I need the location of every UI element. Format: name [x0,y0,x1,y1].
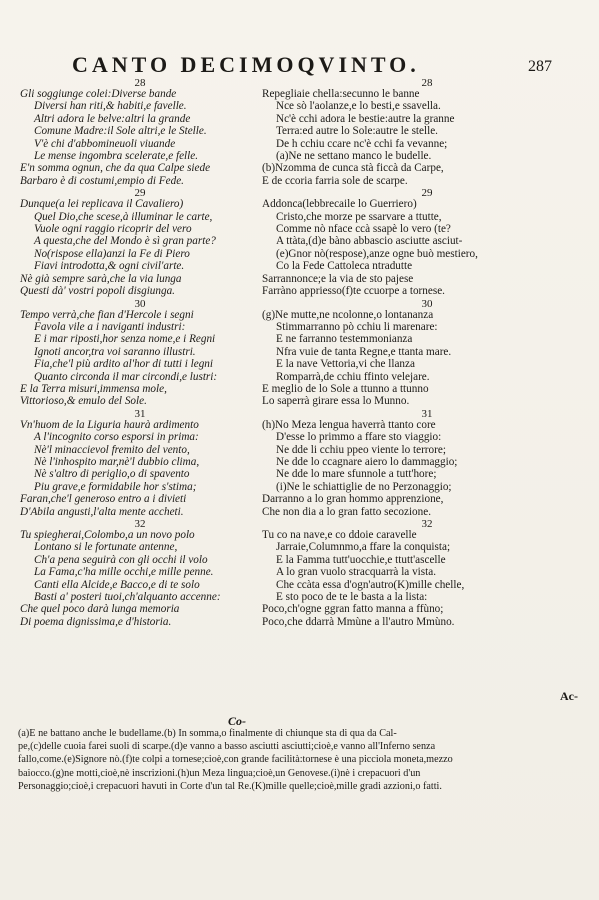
verse-line: (a)Ne ne settano manco le budelle. [276,150,432,163]
footnote-line: (a)E ne battano anche le budellame.(b) In somma,o finalmente di chiunque sta di qua da Cal- [18,728,397,739]
verse-line: Barbaro è di costumi,empio di Fede. [20,174,184,187]
verse-line: No(rispose ella)anzi la Fe di Piero [34,247,190,260]
verse-line: Ne dde li cchiu ppeo viente lo terrore; [276,443,446,456]
verse-line: Vuole ogni raggio ricoprir del vero [34,223,192,236]
verse-line: Nce sò l'aolanze,e lo besti,e ssavella. [276,100,441,113]
verse-line: Jarraie,Columnmo,a ffare la conquista; [276,541,451,554]
verse-line: Vittorioso,& emulo del Sole. [20,395,147,408]
verse-line: A l'incognito corso esporsi in prima: [34,431,199,444]
verse-line: Questi dà' vostri popoli disgiunga. [20,285,175,298]
verse-line: Dunque(a lei replicava il Cavaliero) [20,198,184,211]
stanza [20,299,260,408]
verse-line: Nè già sempre sarà,che la via lunga [20,272,182,285]
stanza-number: 30 [134,297,146,310]
verse-line: Darranno a lo gran hommo apprenzione, [262,493,444,506]
stanza-number: 28 [134,77,146,89]
verse-line: Che quel poco darà lunga memoria [20,603,180,616]
verse-line: Ne dde lo mare sfunnole a tutt'hore; [276,468,437,481]
footnote-line: fallo,come.(e)Signore nò.(f)te colpi a tornese;cioè,con grande facilità:tornese è una picciola moneta,mezzo [18,754,453,766]
verse-line: Tu spiegherai,Colombo,a un novo polo [20,529,195,541]
stanza [20,409,260,518]
footnote-line: pe,(c)delle cuoia farei suoli di scarpe.(d)e vanno a basso asciutti asciutti;cioè,e vanno all'Inferno senza [18,741,436,753]
verse-line: Basti a' posteri tuoi,ch'alquanto accenne: [34,591,221,604]
verse-line: Lontano si le fortunate antenne, [34,541,178,554]
stanza [262,299,592,408]
verse-line: A questa,che del Mondo è sì gran parte? [34,235,216,248]
stanza [262,188,592,297]
verse-line: Cristo,che morze pe ssarvare a ttutte, [276,210,442,223]
verse-line: Nc'è cchi adora le bestie:autre la granne [276,112,455,125]
page-number: 287 [528,58,552,75]
stanza-number: 29 [421,187,433,200]
verse-line: E de ccoria farria sole de scarpe. [262,174,408,187]
verse-line: (g)Ne mutte,ne ncolonne,o lontananza [262,308,434,321]
verse-line: Co la Fede Cattoleca ntradutte [276,260,413,273]
verse-line: Sarrannonce;e la via de sto pajese [262,272,414,285]
footnote-line: baiocco.(g)ne motti,cioè,nè inscrizioni.(h)un Meza lingua;cioè,un Genovese.(i)nè i crepacuori d'un [18,767,421,779]
verse-line: Gli soggiunge colei:Diverse bande [20,88,177,100]
catchword-left: Co- [228,714,246,728]
verse-line: Che ccàta essa d'ogn'autro(K)mille chelle, [276,578,465,591]
verse-line: Terra:ed autre lo Sole:autre le stelle. [276,125,438,138]
footnote-line: Personaggio;cioè,i crepacuori havuti in Corte d'un tal Re.(K)mille quelle;cioè,mille gradi azzioni,o fatti. [18,780,442,792]
verse-line: (i)Ne le schiattiglie de no Perzonaggio; [276,480,452,493]
italian-column [20,78,260,629]
verse-line: Ne dde lo ccagnare aiero lo dammaggio; [276,455,458,468]
stanza [20,78,260,187]
verse-line: D'Abila angusti,l'alta mente accheti. [20,505,184,518]
stanza-number: 30 [421,297,433,310]
stanza-number: 29 [134,187,146,200]
verse-line: E ne farranno testemmonianza [276,333,413,346]
running-head: CANTO DECIMOQVINTO. [72,52,420,77]
stanza-number: 28 [421,77,433,89]
verse-line: De h cchiu ccare nc'è cchi fa vevanne; [276,137,448,150]
verse-line: E la Terra misuri,immensa mole, [20,382,167,395]
stanza-number: 32 [134,518,146,530]
verse-line: (h)No Meza lengua haverrà ttanto core [262,418,436,431]
verse-line: Comune Madre:il Sole altri,e le Stelle. [34,125,207,138]
verse-line: Canti ella Alcide,e Bacco,e di te solo [34,578,200,591]
verse-line: Tempo verrà,che fian d'Hercole i segni [20,308,194,321]
verse-line: Ignoti ancor,tra voi saranno illustri. [34,345,196,358]
verse-line: D'esse lo primmo a ffare sto viaggio: [276,431,442,444]
verse-line: Comme nò nface ccà ssapè lo vero (te? [276,223,451,236]
verse-line: Diversi han riti,& habiti,e favelle. [34,100,187,113]
verse-line: Quanto circonda il mar circondi,e lustri: [34,370,218,383]
verse-line: Che non dia a lo gran fatto secozione. [262,505,431,518]
verse-line: E meglio de lo Sole a ttunno a ttunno [262,382,429,395]
verse-line: Stimmarranno pò cchiu li marenare: [276,320,438,333]
verse-line: Nè l'inhospito mar,nè'l dubbio clima, [34,455,200,468]
stanza-number: 31 [421,407,433,420]
stanza [262,519,592,628]
verse-line: Farràno appriesso(f)te ccuorpe a tornese. [262,285,445,298]
stanza [20,519,260,628]
catchword-right: Ac- [560,689,578,703]
verse-line: Nfra vuie de tanta Regne,e ttanta mare. [276,345,452,358]
verse-line: E'n somma ognun, che da qua Calpe siede [20,162,211,175]
stanza-number: 32 [421,518,433,530]
verse-line: Poco,che ddarrà Mmùne a ll'autro Mmùno. [262,615,455,628]
verse-line: Fiavi introdotta,& ogni civil'arte. [34,260,185,273]
verse-line: V'è chi d'abbomineuoli viuande [34,137,176,150]
verse-line: (e)Gnor nò(respose),anze ogne buò mestiero, [276,247,478,260]
verse-line: (b)Nzomma de cunca stà ficcà da Carpe, [262,162,444,175]
verse-line: Favola vile a i naviganti industri: [34,320,186,333]
verse-line: Faran,che'l generoso entro a i divieti [20,493,187,506]
verse-line: La Fama,c'ha mille occhi,e mille penne. [34,566,214,579]
verse-line: Piu grave,e formidabile hor s'stima; [34,480,197,493]
verse-line: E la Famma tutt'uocchie,e ttutt'ascelle [276,553,446,566]
verse-line: Addonca(lebbrecaile lo Guerriero) [262,198,417,211]
verse-line: A ttàta,(d)e bàno abbascio asciutte asciut- [276,235,463,248]
verse-line: Romparrà,de cchiu ffinto velejare. [276,370,430,383]
verse-line: Tu co na nave,e co ddoie caravelle [262,529,417,541]
verse-line: Fia,che'l più ardito al'hor di tutti i legni [34,358,214,371]
verse-line: E la nave Vettoria,vi che llanza [276,358,415,371]
verse-line: A lo gran vuolo stracquarrà la vista. [276,566,436,579]
footnotes [18,727,590,793]
verse-line: Le mense ingombra scelerate,e felle. [34,150,199,163]
verse-line: Poco,ch'ogne ggran fatto manna a ffùno; [262,603,444,616]
verse-line: Di poema dignissima,e d'historia. [20,615,172,628]
verse-line: E i mar riposti,hor senza nome,e i Regni [34,333,216,346]
stanza [20,188,260,297]
neapolitan-column [262,78,592,629]
stanza [262,409,592,518]
verse-line: Repegliaie chella:secunno le banne [262,88,420,100]
verse-line: Quel Dio,che scese,à illuminar le carte, [34,210,213,223]
stanza-number: 31 [134,407,146,420]
verse-line: Nè s'altro di periglio,o di spavento [34,468,190,481]
verse-line: Nè'l minaccievol fremito del vento, [34,443,190,456]
verse-line: Vn'huom de la Liguria haurà ardimento [20,418,199,431]
stanza [262,78,592,187]
verse-line: Lo saperrà girare essa lo Munno. [262,395,410,408]
verse-line: E sto poco de te le basta a la lista: [276,591,428,604]
verse-line: Altri adora le belve:altri la grande [34,112,191,125]
verse-line: Ch'a pena seguirà con gli occhi il volo [34,553,208,566]
